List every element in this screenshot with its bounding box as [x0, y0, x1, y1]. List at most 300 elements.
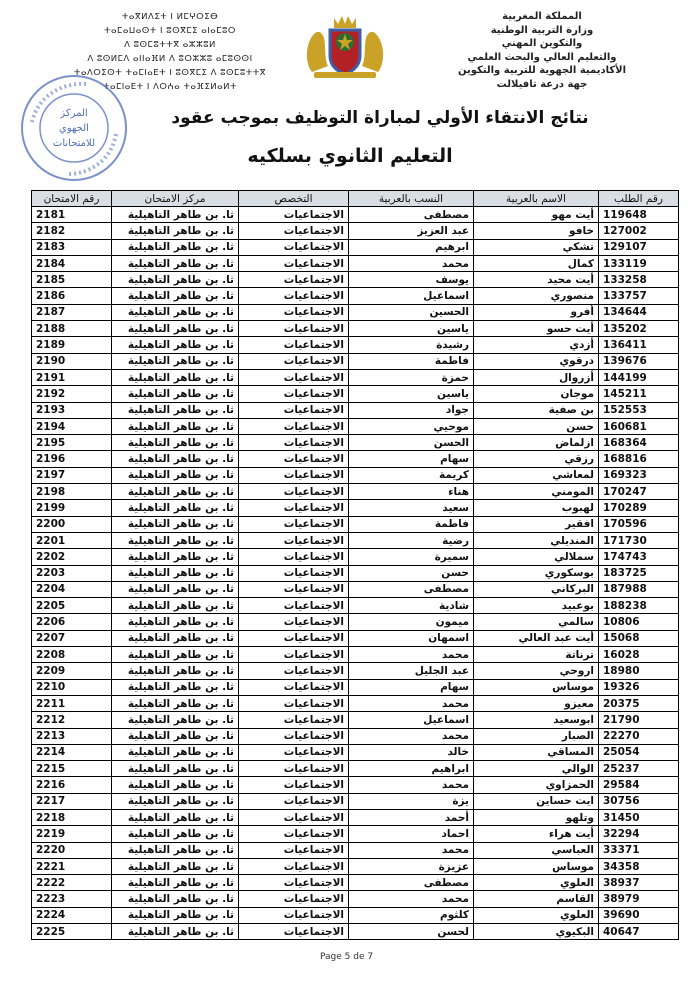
request-id-cell: 160681 — [599, 418, 679, 434]
table-row — [32, 402, 679, 418]
table-row — [32, 304, 679, 320]
results-table — [31, 190, 679, 940]
surname-cell: لحسن — [349, 924, 474, 940]
surname-cell: اسماعيل — [349, 288, 474, 304]
request-id-cell: 139676 — [599, 353, 679, 369]
surname-cell: رشيدة — [349, 337, 474, 353]
table-row — [32, 875, 679, 891]
exam-center-cell: ثا. بن طاهر التاهيلية — [112, 875, 239, 891]
name-cell: أفرو — [474, 304, 599, 320]
specialty-cell: الاجتماعيات — [239, 598, 349, 614]
exam-number-cell: 2207 — [32, 630, 112, 646]
name-cell: لمعاشي — [474, 467, 599, 483]
surname-cell: كريمة — [349, 467, 474, 483]
request-id-cell: 15068 — [599, 630, 679, 646]
table-row — [32, 712, 679, 728]
exam-number-cell: 2196 — [32, 451, 112, 467]
exam-number-cell: 2186 — [32, 288, 112, 304]
exam-number-cell: 2203 — [32, 565, 112, 581]
table-row — [32, 435, 679, 451]
exam-number-cell: 2193 — [32, 402, 112, 418]
specialty-cell: الاجتماعيات — [239, 321, 349, 337]
exam-center-cell: ثا. بن طاهر التاهيلية — [112, 418, 239, 434]
name-cell: درقوي — [474, 353, 599, 369]
request-id-cell: 33371 — [599, 842, 679, 858]
exam-number-cell: 2199 — [32, 500, 112, 516]
request-id-cell: 145211 — [599, 386, 679, 402]
request-id-cell: 187988 — [599, 581, 679, 597]
specialty-cell: الاجتماعيات — [239, 744, 349, 760]
table-row — [32, 777, 679, 793]
name-cell: موساس — [474, 679, 599, 695]
request-id-cell: 168816 — [599, 451, 679, 467]
exam-center-cell: ثا. بن طاهر التاهيلية — [112, 924, 239, 940]
surname-cell: موحيي — [349, 418, 474, 434]
exam-number-cell: 2182 — [32, 223, 112, 239]
specialty-cell: الاجتماعيات — [239, 565, 349, 581]
exam-number-cell: 2197 — [32, 467, 112, 483]
name-cell: أزدي — [474, 337, 599, 353]
exam-number-cell: 2192 — [32, 386, 112, 402]
column-header-request-id: رقم الطلب — [599, 191, 679, 207]
table-row — [32, 418, 679, 434]
exam-center-cell: ثا. بن طاهر التاهيلية — [112, 809, 239, 825]
exam-center-stamp — [18, 72, 130, 184]
surname-cell: ياسين — [349, 321, 474, 337]
name-cell: بوعبيد — [474, 598, 599, 614]
exam-center-cell: ثا. بن طاهر التاهيلية — [112, 826, 239, 842]
request-id-cell: 40647 — [599, 924, 679, 940]
specialty-cell: الاجتماعيات — [239, 891, 349, 907]
name-cell: أزروال — [474, 369, 599, 385]
name-cell: العباسي — [474, 842, 599, 858]
specialty-cell: الاجتماعيات — [239, 484, 349, 500]
specialty-cell: الاجتماعيات — [239, 793, 349, 809]
column-header-specialty: التخصص — [239, 191, 349, 207]
name-cell: العلوي — [474, 875, 599, 891]
specialty-cell: الاجتماعيات — [239, 500, 349, 516]
exam-number-cell: 2206 — [32, 614, 112, 630]
specialty-cell: الاجتماعيات — [239, 581, 349, 597]
surname-cell: ابراهيم — [349, 761, 474, 777]
surname-cell: ياسين — [349, 386, 474, 402]
table-row — [32, 549, 679, 565]
name-cell: موساس — [474, 858, 599, 874]
specialty-cell: الاجتماعيات — [239, 777, 349, 793]
surname-cell: فاطمة — [349, 353, 474, 369]
name-cell: القاسم — [474, 891, 599, 907]
surname-cell: مصطفى — [349, 207, 474, 223]
specialty-cell: الاجتماعيات — [239, 207, 349, 223]
exam-center-cell: ثا. بن طاهر التاهيلية — [112, 321, 239, 337]
exam-number-cell: 2223 — [32, 891, 112, 907]
specialty-cell: الاجتماعيات — [239, 467, 349, 483]
exam-center-cell: ثا. بن طاهر التاهيلية — [112, 842, 239, 858]
exam-center-cell: ثا. بن طاهر التاهيلية — [112, 467, 239, 483]
name-cell: الوالي — [474, 761, 599, 777]
exam-center-cell: ثا. بن طاهر التاهيلية — [112, 500, 239, 516]
exam-number-cell: 2185 — [32, 272, 112, 288]
specialty-cell: الاجتماعيات — [239, 337, 349, 353]
request-id-cell: 16028 — [599, 647, 679, 663]
surname-cell: عبد العزيز — [349, 223, 474, 239]
surname-cell: سهام — [349, 679, 474, 695]
specialty-cell: الاجتماعيات — [239, 288, 349, 304]
surname-cell: يوسف — [349, 272, 474, 288]
table-row — [32, 826, 679, 842]
exam-number-cell: 2224 — [32, 907, 112, 923]
exam-center-cell: ثا. بن طاهر التاهيلية — [112, 435, 239, 451]
exam-center-cell: ثا. بن طاهر التاهيلية — [112, 712, 239, 728]
specialty-cell: الاجتماعيات — [239, 532, 349, 548]
request-id-cell: 38979 — [599, 891, 679, 907]
specialty-cell: الاجتماعيات — [239, 875, 349, 891]
specialty-cell: الاجتماعيات — [239, 712, 349, 728]
name-cell: معيزو — [474, 695, 599, 711]
exam-number-cell: 2200 — [32, 516, 112, 532]
request-id-cell: 39690 — [599, 907, 679, 923]
request-id-cell: 133258 — [599, 272, 679, 288]
exam-number-cell: 2225 — [32, 924, 112, 940]
table-row — [32, 484, 679, 500]
table-row — [32, 272, 679, 288]
exam-center-cell: ثا. بن طاهر التاهيلية — [112, 679, 239, 695]
surname-cell: شادية — [349, 598, 474, 614]
surname-cell: اسماعيل — [349, 712, 474, 728]
specialty-cell: الاجتماعيات — [239, 239, 349, 255]
surname-cell: سميرة — [349, 549, 474, 565]
request-id-cell: 174743 — [599, 549, 679, 565]
stamp-text: للامتحانات — [52, 138, 96, 149]
exam-number-cell: 2218 — [32, 809, 112, 825]
surname-cell: محمد — [349, 777, 474, 793]
exam-number-cell: 2214 — [32, 744, 112, 760]
specialty-cell: الاجتماعيات — [239, 663, 349, 679]
surname-cell: عبد الجليل — [349, 663, 474, 679]
exam-center-cell: ثا. بن طاهر التاهيلية — [112, 353, 239, 369]
exam-center-cell: ثا. بن طاهر التاهيلية — [112, 761, 239, 777]
table-row — [32, 467, 679, 483]
exam-center-cell: ثا. بن طاهر التاهيلية — [112, 891, 239, 907]
exam-number-cell: 2194 — [32, 418, 112, 434]
exam-number-cell: 2187 — [32, 304, 112, 320]
page-subtitle: التعليم الثانوي بسلكيه — [247, 145, 453, 167]
specialty-cell: الاجتماعيات — [239, 353, 349, 369]
table-row — [32, 321, 679, 337]
exam-number-cell: 2217 — [32, 793, 112, 809]
name-cell: أيت عبد العالي — [474, 630, 599, 646]
table-row — [32, 353, 679, 369]
surname-cell: سعيد — [349, 500, 474, 516]
exam-number-cell: 2209 — [32, 663, 112, 679]
surname-cell: جواد — [349, 402, 474, 418]
name-cell: افقير — [474, 516, 599, 532]
request-id-cell: 25054 — [599, 744, 679, 760]
request-id-cell: 152553 — [599, 402, 679, 418]
header-line: ⵜⴰⴷⵔⵉⵙⵜ ⵜⴰⵎⵏⴰⴹⵜ ⵏ ⵓⵙⴳⵎⵉ ⴷ ⵓⵙⵎⵓⵜⵜⴳ — [73, 68, 267, 78]
table-row — [32, 891, 679, 907]
table-row — [32, 679, 679, 695]
exam-center-cell: ثا. بن طاهر التاهيلية — [112, 239, 239, 255]
name-cell: بن صفية — [474, 402, 599, 418]
specialty-cell: الاجتماعيات — [239, 842, 349, 858]
table-row — [32, 744, 679, 760]
exam-number-cell: 2215 — [32, 761, 112, 777]
exam-center-cell: ثا. بن طاهر التاهيلية — [112, 532, 239, 548]
exam-center-cell: ثا. بن طاهر التاهيلية — [112, 793, 239, 809]
surname-cell: اسمهان — [349, 630, 474, 646]
table-row — [32, 598, 679, 614]
column-header-exam-number: رقم الامتحان — [32, 191, 112, 207]
surname-cell: كلثوم — [349, 907, 474, 923]
specialty-cell: الاجتماعيات — [239, 630, 349, 646]
specialty-cell: الاجتماعيات — [239, 924, 349, 940]
request-id-cell: 38937 — [599, 875, 679, 891]
exam-number-cell: 2183 — [32, 239, 112, 255]
table-header-row — [32, 191, 679, 207]
exam-center-cell: ثا. بن طاهر التاهيلية — [112, 630, 239, 646]
name-cell: سالمي — [474, 614, 599, 630]
header-line: ⵜⴰⴳⵍⴷⵉⵜ ⵏ ⵍⵎⵖⵔⵉⴱ — [121, 12, 219, 22]
exam-number-cell: 2212 — [32, 712, 112, 728]
exam-center-cell: ثا. بن طاهر التاهيلية — [112, 549, 239, 565]
name-cell: ايت حساين — [474, 793, 599, 809]
exam-center-cell: ثا. بن طاهر التاهيلية — [112, 402, 239, 418]
name-cell: البركاني — [474, 581, 599, 597]
request-id-cell: 144199 — [599, 369, 679, 385]
request-id-cell: 170289 — [599, 500, 679, 516]
specialty-cell: الاجتماعيات — [239, 386, 349, 402]
request-id-cell: 32294 — [599, 826, 679, 842]
table-row — [32, 809, 679, 825]
table-row — [32, 386, 679, 402]
exam-number-cell: 2222 — [32, 875, 112, 891]
specialty-cell: الاجتماعيات — [239, 272, 349, 288]
name-cell: العلوي — [474, 907, 599, 923]
request-id-cell: 10806 — [599, 614, 679, 630]
name-cell: أيت هراء — [474, 826, 599, 842]
ministry-header-arabic — [402, 10, 682, 91]
page-title: نتائج الانتقاء الأولي لمباراة التوظيف بموجب عقود — [171, 108, 589, 128]
request-id-cell: 183725 — [599, 565, 679, 581]
request-id-cell: 169323 — [599, 467, 679, 483]
exam-number-cell: 2189 — [32, 337, 112, 353]
header-line: والتكوين المهني — [501, 38, 583, 49]
request-id-cell: 20375 — [599, 695, 679, 711]
request-id-cell: 22270 — [599, 728, 679, 744]
table-row — [32, 581, 679, 597]
specialty-cell: الاجتماعيات — [239, 369, 349, 385]
specialty-cell: الاجتماعيات — [239, 809, 349, 825]
exam-center-cell: ثا. بن طاهر التاهيلية — [112, 695, 239, 711]
specialty-cell: الاجتماعيات — [239, 679, 349, 695]
stamp-text: الجهوي — [59, 123, 89, 134]
header-line: الأكاديمية الجهوية للتربية والتكوين — [457, 65, 627, 76]
request-id-cell: 19326 — [599, 679, 679, 695]
request-id-cell: 188238 — [599, 598, 679, 614]
surname-cell: حمزة — [349, 369, 474, 385]
table-row — [32, 565, 679, 581]
surname-cell: حسن — [349, 565, 474, 581]
table-row — [32, 337, 679, 353]
exam-number-cell: 2219 — [32, 826, 112, 842]
table-row — [32, 924, 679, 940]
request-id-cell: 127002 — [599, 223, 679, 239]
exam-number-cell: 2184 — [32, 255, 112, 271]
request-id-cell: 136411 — [599, 337, 679, 353]
surname-cell: الحسن — [349, 435, 474, 451]
exam-number-cell: 2208 — [32, 647, 112, 663]
exam-center-cell: ثا. بن طاهر التاهيلية — [112, 451, 239, 467]
name-cell: ابوسعيد — [474, 712, 599, 728]
table-row — [32, 761, 679, 777]
request-id-cell: 171730 — [599, 532, 679, 548]
exam-number-cell: 2220 — [32, 842, 112, 858]
exam-number-cell: 2201 — [32, 532, 112, 548]
exam-center-cell: ثا. بن طاهر التاهيلية — [112, 663, 239, 679]
specialty-cell: الاجتماعيات — [239, 451, 349, 467]
specialty-cell: الاجتماعيات — [239, 907, 349, 923]
exam-center-cell: ثا. بن طاهر التاهيلية — [112, 647, 239, 663]
exam-center-cell: ثا. بن طاهر التاهيلية — [112, 516, 239, 532]
surname-cell: محمد — [349, 891, 474, 907]
table-row — [32, 516, 679, 532]
name-cell: كمال — [474, 255, 599, 271]
specialty-cell: الاجتماعيات — [239, 858, 349, 874]
exam-center-cell: ثا. بن طاهر التاهيلية — [112, 223, 239, 239]
exam-center-cell: ثا. بن طاهر التاهيلية — [112, 858, 239, 874]
surname-cell: محمد — [349, 842, 474, 858]
table-row — [32, 907, 679, 923]
name-cell: حسن — [474, 418, 599, 434]
exam-center-cell: ثا. بن طاهر التاهيلية — [112, 598, 239, 614]
exam-number-cell: 2181 — [32, 207, 112, 223]
exam-center-cell: ثا. بن طاهر التاهيلية — [112, 207, 239, 223]
name-cell: بوسكوري — [474, 565, 599, 581]
specialty-cell: الاجتماعيات — [239, 728, 349, 744]
table-row — [32, 728, 679, 744]
request-id-cell: 133757 — [599, 288, 679, 304]
header-line: ⵜⴰⵎⴰⵡⴰⵙⵜ ⵏ ⵓⵙⴳⵎⵉ ⴰⵏⴰⵎⵓⵔ — [104, 26, 236, 36]
exam-number-cell: 2221 — [32, 858, 112, 874]
specialty-cell: الاجتماعيات — [239, 549, 349, 565]
exam-center-cell: ثا. بن طاهر التاهيلية — [112, 272, 239, 288]
header-line: ⴷ ⵓⵙⵍⵎⴷ ⴰⵏⵏⴰⴼⵍ ⴷ ⵓⵔⵣⵣⵓ ⴰⵎⵓⵙⵙⵏ — [87, 54, 253, 64]
request-id-cell: 29584 — [599, 777, 679, 793]
stamp-text: المركز — [60, 108, 88, 119]
table-row — [32, 288, 679, 304]
exam-number-cell: 2191 — [32, 369, 112, 385]
specialty-cell: الاجتماعيات — [239, 255, 349, 271]
name-cell: أيت محيد — [474, 272, 599, 288]
name-cell: سملالي — [474, 549, 599, 565]
table-row — [32, 630, 679, 646]
header-line: والتعليم العالي والبحث العلمي — [467, 51, 617, 63]
page-number: Page 5 de 7 — [320, 952, 374, 962]
request-id-cell: 18980 — [599, 663, 679, 679]
table-row — [32, 614, 679, 630]
table-row — [32, 647, 679, 663]
specialty-cell: الاجتماعيات — [239, 614, 349, 630]
header-line: المملكة المغربية — [502, 11, 582, 22]
coat-of-arms-icon — [300, 12, 390, 80]
surname-cell: احماد — [349, 826, 474, 842]
exam-center-cell: ثا. بن طاهر التاهيلية — [112, 369, 239, 385]
request-id-cell: 134644 — [599, 304, 679, 320]
request-id-cell: 170247 — [599, 484, 679, 500]
name-cell: منصوري — [474, 288, 599, 304]
exam-number-cell: 2210 — [32, 679, 112, 695]
surname-cell: محمد — [349, 647, 474, 663]
request-id-cell: 34358 — [599, 858, 679, 874]
table-row — [32, 255, 679, 271]
name-cell: رزقي — [474, 451, 599, 467]
exam-center-cell: ثا. بن طاهر التاهيلية — [112, 614, 239, 630]
table-row — [32, 500, 679, 516]
table-body — [32, 207, 679, 940]
exam-center-cell: ثا. بن طاهر التاهيلية — [112, 255, 239, 271]
table-row — [32, 207, 679, 223]
surname-cell: مصطفى — [349, 875, 474, 891]
specialty-cell: الاجتماعيات — [239, 761, 349, 777]
table-row — [32, 223, 679, 239]
table-row — [32, 369, 679, 385]
surname-cell: أحمد — [349, 809, 474, 825]
request-id-cell: 21790 — [599, 712, 679, 728]
specialty-cell: الاجتماعيات — [239, 435, 349, 451]
table-row — [32, 532, 679, 548]
exam-number-cell: 2213 — [32, 728, 112, 744]
table-row — [32, 793, 679, 809]
column-header-exam-center: مركز الامتحان — [112, 191, 239, 207]
name-cell: الحمزاوي — [474, 777, 599, 793]
exam-number-cell: 2211 — [32, 695, 112, 711]
surname-cell: فاطمة — [349, 516, 474, 532]
request-id-cell: 133119 — [599, 255, 679, 271]
header-line: وزارة التربية الوطنية — [490, 24, 594, 36]
name-cell: تشكي — [474, 239, 599, 255]
request-id-cell: 25237 — [599, 761, 679, 777]
request-id-cell: 31450 — [599, 809, 679, 825]
table-row — [32, 663, 679, 679]
surname-cell: ميمون — [349, 614, 474, 630]
request-id-cell: 135202 — [599, 321, 679, 337]
table-row — [32, 239, 679, 255]
surname-cell: محمد — [349, 255, 474, 271]
table-row — [32, 858, 679, 874]
surname-cell: رضية — [349, 532, 474, 548]
exam-number-cell: 2205 — [32, 598, 112, 614]
name-cell: الصبار — [474, 728, 599, 744]
specialty-cell: الاجتماعيات — [239, 647, 349, 663]
surname-cell: الحسين — [349, 304, 474, 320]
table-row — [32, 451, 679, 467]
name-cell: ترناتة — [474, 647, 599, 663]
column-header-name: الاسم بالعربية — [474, 191, 599, 207]
surname-cell: سهام — [349, 451, 474, 467]
exam-number-cell: 2216 — [32, 777, 112, 793]
exam-center-cell: ثا. بن طاهر التاهيلية — [112, 744, 239, 760]
surname-cell: يزة — [349, 793, 474, 809]
specialty-cell: الاجتماعيات — [239, 695, 349, 711]
name-cell: وتلهو — [474, 809, 599, 825]
exam-center-cell: ثا. بن طاهر التاهيلية — [112, 728, 239, 744]
specialty-cell: الاجتماعيات — [239, 418, 349, 434]
exam-center-cell: ثا. بن طاهر التاهيلية — [112, 304, 239, 320]
specialty-cell: الاجتماعيات — [239, 516, 349, 532]
header-line: ⵜⴰⵎⵏⴰⴹⵜ ⵏ ⴷⵔⵄⴰ ⵜⴰⴼⵉⵍⴰⵍⵜ — [102, 82, 238, 92]
name-cell: ازلماض — [474, 435, 599, 451]
